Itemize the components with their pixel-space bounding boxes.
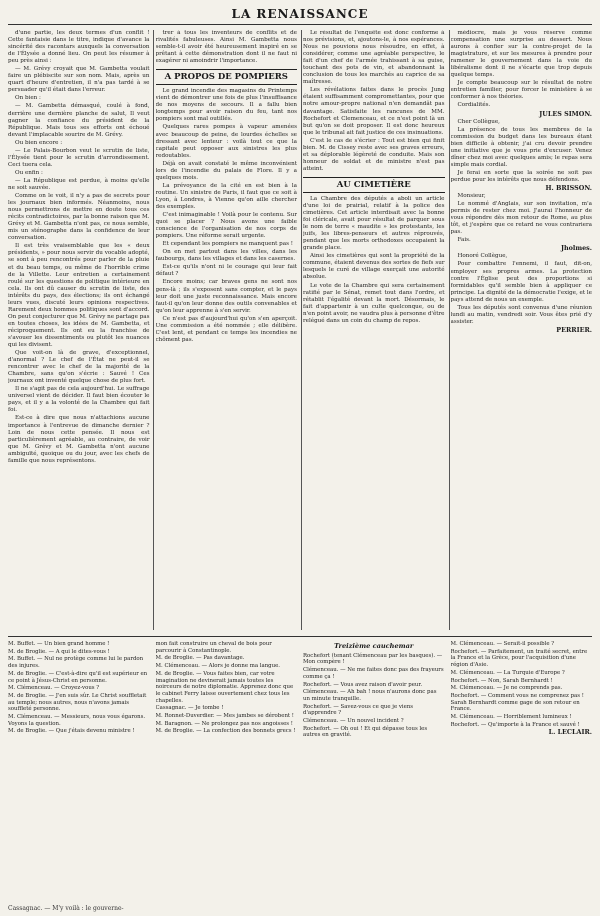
paragraph: Je compte beaucoup sur le résultat de notre entretien familier, pour forcer le ministère à se conformer à nos théories. [450,80,592,101]
paragraph: d'une partie, les deux termes d'un conflit ! Cette fantaisie dans le titre, indique d'avance la sincérité des racontars auxquels la conversation de l'Élysée a donné lieu. On peut les résumer à peu près ainsi : [8,30,150,65]
paragraph: Que voit-on là de grave, d'exceptionnel, d'anormal ? Le chef de l'État ne peut-il se rencontrer avec le chef de la majorité de la Chambre, sans qu'on s'écrie : Sauvé ! Ces journaux ont inventé quelque chose de plus fort. [8,350,150,385]
paragraph: C'est inimaginable ! Voilà pour le contenu. Sur quoi se placer ? Nous avons une faible conscience de l'organisation de nos corps de pompiers. Une réforme serait urgente. [155,212,297,240]
paragraph: Il est très vraisemblable que les « deux présidents, » pour nous servir du vocable adopté, se sont à peu rencontrés pour parler de la pluie et du beau temps, ou même de l'horrible crime de la Villette. Leur entretien a certainement roulé sur les questions de politique intérieure en cela. Ils ont dû causer du scrutin de liste, des intérêts du pays, des élections; ils ont échangé leurs vues, discuté leurs opinions respectives. Rarement deux hommes politiques sont d'accord. On peut conjecturer que M. Grévy ne partage pas en toutes choses, les idées de M. Gambetta, et réciproquement. Ils ont eu la franchise de s'avouer les dissentiments ou plutôt les nuances qui les divisent. [8,243,150,349]
signature: JULES SIMON. [539,109,592,118]
paragraph: Tous les députés sont convenus d'une réunion lundi au matin, vendredi soir. Vous êtes prié d'y assister. [450,304,592,325]
paragraph: Ainsi les cimetières qui sont la propriété de la commune, étaient devenus des sortes de fiefs sur lesquels le curé de village exerçait une autorité absolue. [303,253,445,281]
paragraph: Le nommé d'Anglais, sur son invitation, m'a permis de rester chez moi. J'aurai l'honneur de vous répondre dès mon retour de Rome, au plus tôt, et j'espère que ce retard ne vous contrariera pas. [450,201,592,236]
dialogue-line: M. de Broglie. — Que j'étais devenu ministre ! [8,728,135,735]
dialogue-line: M. Clémenceau. — La Turquie d'Europe ? [450,669,565,676]
dialogue-line: Rochefort. — Parfaitement, un traité secret, entre la France et la Grèce, pour l'acquisition d'une région d'Asie. [450,648,588,669]
dialogue-line: M. Buffet. — Nul ne protège comme lui le pardon des injures. [8,656,144,670]
dialogue-line: M. de Broglie. — Pas davantage. [155,655,245,662]
paragraph: La prévoyance de la cité en est bien à la routine. Un sinistre de Paris, il faut que ce soit à Lyon, à Londres, à Vienne qu'on aille chercher des exemples. [155,182,297,210]
column-divider [153,30,154,630]
paragraph: Je ferai en sorte que la soirée ne soit pas perdue pour les intérêts que nous défendons. [450,169,592,183]
dialogue-line: Rochefort. — Vous avez raison d'avoir peur. [303,681,423,688]
signature: H. BRISSON. [545,183,592,192]
dialogue-line: M. de Broglie. — La confection des bonnets grecs ! [155,728,296,735]
dialogue-line: M. Clémenceau. — Croyez-vous ? [8,685,100,692]
dialogue-line: M. de Broglie. — J'en suis sûr. Le Christ souffletait au temple; nous autres, nous n'avons jamais souffleté personne. [8,692,147,713]
dialogue-line: Clémenceau. — Ne me faites donc pas des frayeurs comme ça ! [303,667,444,680]
masthead-title: LA RENAISSANCE [231,7,369,21]
dialogue-column-4 [451,637,593,903]
dialogue-line: Clémenceau. — Un nouvel incident ? [303,718,404,725]
dialogue-column-1 [8,637,150,903]
dialogue-line: M. Clémenceau. — Horriblement lumineux ! [450,714,572,721]
paragraph: — M. Gambetta démasqué, coulé à fond, derrière une dernière planche de salut, Il veut gagner la confiance du président de la République. Mais tous ses efforts ont échoué devant l'implacable sourire de M. Grévy. [8,103,150,138]
dialogue-line: M. Clémenceau. — Serait-il possible ? [450,641,555,647]
article-heading: A PROPOS DE POMPIERS [156,69,298,85]
paragraph: Comme on le voit, il n'y a pas de secrets pour les journaux bien informés. Néanmoins, nous nous permettrons de mettre en doute tous ces récits contradictoires, par la bonne raison que M. Grévy et M. Gambetta n'ont pas, ce nous semble, mis un sténographe dans la confidence de leur conversation. [8,193,150,242]
article-heading: AU CIMETIÈRE [303,177,445,193]
dialogue-line: Rochefort. — Oh oui ! Et qui dépasse tous les autres en gravité. [303,725,428,739]
paragraph: Est-ce qu'ils n'ont ni le courage qui leur fait défaut ? [155,264,297,278]
column-divider [449,30,450,630]
main-columns [8,30,592,630]
column-1 [8,30,150,630]
signature: L. LECLAIR. [548,728,592,737]
paragraph: — M. Grévy croyait que M. Gambetta voulait faire un plébiscite sur son nom. Mais, après un quart d'heure d'entretien, il n'a pas tardé à se persuader qu'il était dans l'erreur. [8,66,150,94]
paragraph: La Chambre des députés a aboli un article d'une loi de prairial, relatif à la police des cimetières. Cet article interdisait avec la bonne foi cléricale, avait pour résultat de parquer sous le nom de terre « maudite » les protestants, les juifs, les libres-penseurs et autres réprouvés, pendant que les morts orthodoxes occupaient la grande place. [303,195,445,252]
paragraph: Cher Collègue, [457,118,500,125]
footer-line: Cassagnac. — M'y voilà : le gouverne- [8,905,124,912]
paragraph: Il ne s'agit pas de cela aujourd'hui. Le suffrage universel vient de décider. Il faut bien écouter le pays, et il y a la volonté de la Chambre qui fait foi. [8,386,150,414]
paragraph: Pour combattre l'ennemi, il faut, dit-on, employer ses propres armes. La protection contre l'Église peut des proportions si formidables qu'il semble bien à appliquer ce principe. La dignité de la démocratie l'exige, et le pays attend de nous un exemple. [450,261,592,303]
signature: PERRIER. [556,325,592,334]
dialogue-line: Cassagnac. — Je tombe ! [155,705,224,712]
paragraph: Quelques rares pompes à vapeur amenées avec beaucoup de peine, de lourdes échelles se dressant avec lenteur : voilà tout ce que la capitale peut opposer aux sinistres les plus redoutables. [155,124,297,159]
paragraph: Le grand incendie des magasins du Printemps vient de démontrer une fois de plus l'insuffisance de nos moyens de secours. Il a fallu bien longtemps pour avoir raison du feu, tant nos pompiers sont mal outillés. [155,88,297,123]
paragraph: médiocre, mais je vous réserve comme compensation une surprise au dessert. Nous aurons à confier sur la contre-projet de la magistrature, et sur les mesures à prendre pour ramener le gouvernement dans la voie du libéralisme dont il ne s'écarte que trop depuis quelque temps. [450,30,592,79]
paragraph: Les révélations faites dans le procès Jung étaient suffisamment compromettantes, pour que notre amour-propre national n'en demandât pas davantage. Satisfaite les rancunes de MM. Rochefort et Clemenceau, et ce n'est point là un but qu'on se doit proposer. Il est donc heureux que le tribunal ait fait justice de ces insinuations. [303,87,445,136]
paragraph: Ce n'est pas d'aujourd'hui qu'on s'en aperçoit. Une commission a été nommée ; elle délibère. C'est lent, et pendant ce temps les incendies ne chôment pas. [155,315,297,343]
paragraph: On bien : [15,95,41,102]
paragraph: C'est le cas de s'écrier : Tout est bien qui finit bien. M. de Cissey reste avec ses graves erreurs, et sa déplorable légèreté de conduite. Mais son honneur de soldat et de ministre n'est pas atteint. [303,137,445,172]
dialogue-line: M. Buffet. — Un bien grand homme ! [8,641,110,647]
paragraph: Monsieur, [457,193,486,200]
dialogue-line: Rochefort. — Savez-vous ce que je viens d'apprendre ? [303,703,414,717]
paragraph: Fais. [457,237,471,244]
column-divider [301,30,302,630]
dialogue-line: Rochefort. — Qu'importe à la France et sauvé ! [450,721,580,728]
dialogue-line: M. de Broglie. — Vous faites bien, car votre imagination ne devinerait jamais toutes les noirceurs de notre diplomatie. Apprenez donc que le cabinet Ferry laisse ouvertement chez tous les chapelles. [155,670,294,704]
column-2 [156,30,298,630]
paragraph: Est-ce à dire que nous n'attachions aucune importance à l'entrevue de dimanche dernier ? Loin de nous cette pensée. Il nous est particulièrement agréable, au contraire, de voir que M. Grévy et M. Gambetta n'ont aucune ambiguïté, quoique ou du jour, avec les chefs de famille que nous représentons. [8,415,150,464]
masthead [8,4,592,25]
dialogue-line: M. de Broglie. — C'est-à-dire qu'il est supérieur en ce point à Jésus-Christ en personne. [8,670,148,684]
dialogue-line: M. Baragnon. — Ne prolongez pas nos angoisses ! [155,720,293,727]
paragraph: trer à tous les inventeurs de conflits et de rivalités fabuleuses. Ainsi M. Gambetta nous semble-t-il avoir été heureusement inspiré en se prêtant à cette démonstration dont il ne faut ni exagérer ni amoindrir l'importance. [155,30,297,65]
paragraph: Et cependant les pompiers ne manquent pas ! [162,241,293,248]
paragraph: Encore moins; car braves gens ne sont nos gens-là ; ils s'exposent sans compter, et le pays leur doit une juste reconnaissance. Mais encore faut-il qu'on leur donne des outils convenables et qu'on leur apprenne à s'en servir. [155,279,297,314]
paragraph: Honoré Collègue, [457,253,508,260]
dialogue-line: Rochefort. — Comment vous ne comprenez pas ! Sarah Bernhardt comme gage de son retour en France. [450,692,584,713]
dialogue-line: Clémenceau. — Ah bah ! nous n'aurons donc pas un minute tranquille. [303,689,437,702]
paragraph: Ou enfin : [15,169,43,176]
paragraph: Le résultat de l'enquête est donc conforme à nos prévisions, et, ajoutons-le, à nos espérances. Nous ne pouvions nous résoudre, en effet, à considérer, comme une agréable perspective, le fait d'un chef de l'armée trahissant à sa guise, touchant des pots de vin, et abandonnant la conclusion de tous les marchés au caprice de sa maîtresse. [303,30,445,86]
dialogue-line: M. de Broglie. — A qui le dites-vous ! [8,648,110,655]
paragraph: — Le Palais-Bourbon veut le scrutin de liste, l'Élysée tient pour le scrutin d'arrondissement. Ceci tuera cela. [8,147,150,168]
section-heading: Treizième cauchemar [334,642,414,650]
column-3 [303,30,445,630]
paragraph: On en met partout dans les villes, dans les faubourgs, dans les villages et dans les casernes. [155,249,297,263]
dialogue-column-3 [303,637,445,903]
paragraph: Le vote de la Chambre qui sera certainement ratifié par le Sénat, remet tout dans l'ordre, et rétablit l'égalité devant la mort. Désormais, le fait d'appartenir à un culte quelconque, ou de n'en point avoir, ne vaudra plus à personne d'être relégué dans un coin du champ de repos. [303,282,445,324]
dialogue-column-2 [156,637,298,903]
dialogue-line: M. Clémenceau. — Messieurs, nous vous égarons. Voyons la question. [8,714,146,727]
dialogue-line: Rochefort. — Non, Sarah Bernhardt ! [450,677,553,684]
column-4 [451,30,593,630]
paragraph: Ou bien encore : [15,139,63,146]
dialogue-line: Rochefort (tenant Clémenceau par les basques). — Mon compère ! [303,652,443,666]
signature: Jholmes. [560,244,592,253]
dialogue-line: M. Clémenceau. — Alors je donne ma langue. [155,663,280,670]
dialogue-line: M. Clémenceau. — Je ne comprends pas. [450,685,563,692]
paragraph: La présence de tous les membres de la commission du budget dans les bureaux étant bien difficile à obtenir, j'ai cru devoir prendre une initiative que je vous prie d'excuser. Venez dîner chez moi avec quelques amis; le repas sera simple mais cordial. [450,126,592,168]
paragraph: Déjà on avait constaté le même inconvénient lors de l'incendie du palais de Flore. Il y a quelques mois. [155,160,297,181]
paragraph: Cordialités. [457,102,491,109]
dialogue-section [8,636,592,907]
dialogue-line: M. Ronnet-Duverdier. — Mes jambes se dérobent ! [155,713,294,720]
dialogue-line: mon fait construire un cheval de bois pour parcourir à Constantinople. [155,641,272,654]
paragraph: — La République est perdue, à moins qu'elle ne soit sauvée. [8,177,150,191]
